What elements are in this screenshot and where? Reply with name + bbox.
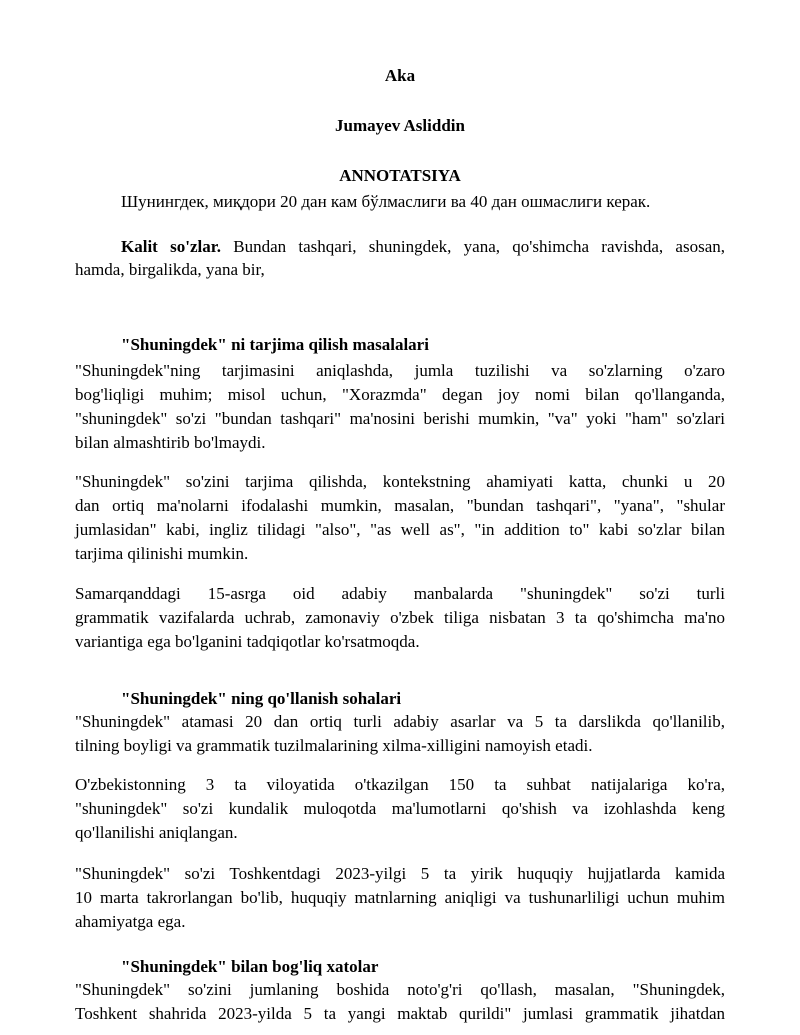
paragraph-line: "Shuningdek" so'zini tarjima qilishda, kontekstning ahamiyati katta, chunki u 20 [75, 472, 725, 491]
paragraph-line: "Shuningdek" so'zini jumlaning boshida noto'g'ri qo'llash, masalan, "Shuningdek, [75, 980, 725, 999]
paragraph-line: Toshkent shahrida 2023-yilda 5 ta yangi maktab qurildi" jumlasi grammatik jihatdan [75, 1004, 725, 1023]
keywords-line-2: hamda, birgalikda, yana bir, [75, 260, 265, 279]
paragraph-line: O'zbekistonning 3 ta viloyatida o'tkazilgan 150 ta suhbat natijalariga ko'ra, [75, 775, 725, 794]
keywords-text-1: Bundan tashqari, shuningdek, yana, qo'shimcha ravishda, asosan, [233, 237, 725, 256]
paragraph-line: "Shuningdek" atamasi 20 dan ortiq turli adabiy asarlar va 5 ta darslikda qo'llanilib, [75, 712, 725, 731]
paragraph-line: bog'liqligi muhim; misol uchun, "Xorazmda" degan joy nomi bilan qo'llanganda, [75, 385, 725, 404]
paragraph-line: "shuningdek" so'zi kundalik muloqotda ma'lumotlarni qo'shish va izohlashda keng [75, 799, 725, 818]
paragraph-line: tilning boyligi va grammatik tuzilmalarining xilma-xilligini namoyish etadi. [75, 736, 593, 755]
paragraph-line: Samarqanddagi 15-asrga oid adabiy manbalarda "shuningdek" so'zi turli [75, 584, 725, 603]
keywords-label: Kalit so'zlar. [121, 237, 221, 256]
paragraph-line: grammatik vazifalarda uchrab, zamonaviy o'zbek tiliga nisbatan 3 ta qo'shimcha ma'no [75, 608, 725, 627]
paragraph-line: "shuningdek" so'zi "bundan tashqari" ma'nosini berishi mumkin, "va" yoki "ham" so'zlari [75, 409, 725, 428]
section-heading: "Shuningdek" ni tarjima qilish masalalari [121, 335, 429, 354]
paragraph-line: bilan almashtirib bo'lmaydi. [75, 433, 266, 452]
paragraph-line: dan ortiq ma'nolarni ifodalashi mumkin, masalan, "bundan tashqari", "yana", "shular [75, 496, 725, 515]
keywords-line-1 [121, 236, 725, 257]
paragraph-line: ahamiyatga ega. [75, 912, 186, 931]
paragraph-line: "Shuningdek" so'zi Toshkentdagi 2023-yilgi 5 ta yirik huquqiy hujjatlarda kamida [75, 864, 725, 883]
section-heading: "Shuningdek" ning qo'llanish sohalari [121, 689, 402, 708]
paragraph-line: variantiga ega bo'lganini tadqiqotlar ko'rsatmoqda. [75, 632, 420, 651]
section-heading: "Shuningdek" bilan bog'liq xatolar [121, 957, 379, 976]
paragraph-line: jumlasidan" kabi, ingliz tilidagi "also", "as well as", "in addition to" kabi so'zlar bilan [75, 520, 725, 539]
annotation-text: Шунингдек, миқдори 20 дан кам бўлмаслиги ва 40 дан ошмаслиги керак. [121, 192, 651, 211]
paragraph-line: 10 marta takrorlangan bo'lib, huquqiy matnlarning aniqligi va tushunarliligi uchun muhim [75, 888, 725, 907]
paragraph-line: "Shuningdek"ning tarjimasini aniqlashda, jumla tuzilishi va so'zlarning o'zaro [75, 361, 725, 380]
author-name: Jumayev Asliddin [335, 116, 465, 135]
paragraph-line: qo'llanilishi aniqlangan. [75, 823, 238, 842]
annotation-heading: ANNOTATSIYA [339, 166, 461, 185]
paragraph-line: tarjima qilinishi mumkin. [75, 544, 249, 563]
document-title: Aka [384, 66, 416, 85]
